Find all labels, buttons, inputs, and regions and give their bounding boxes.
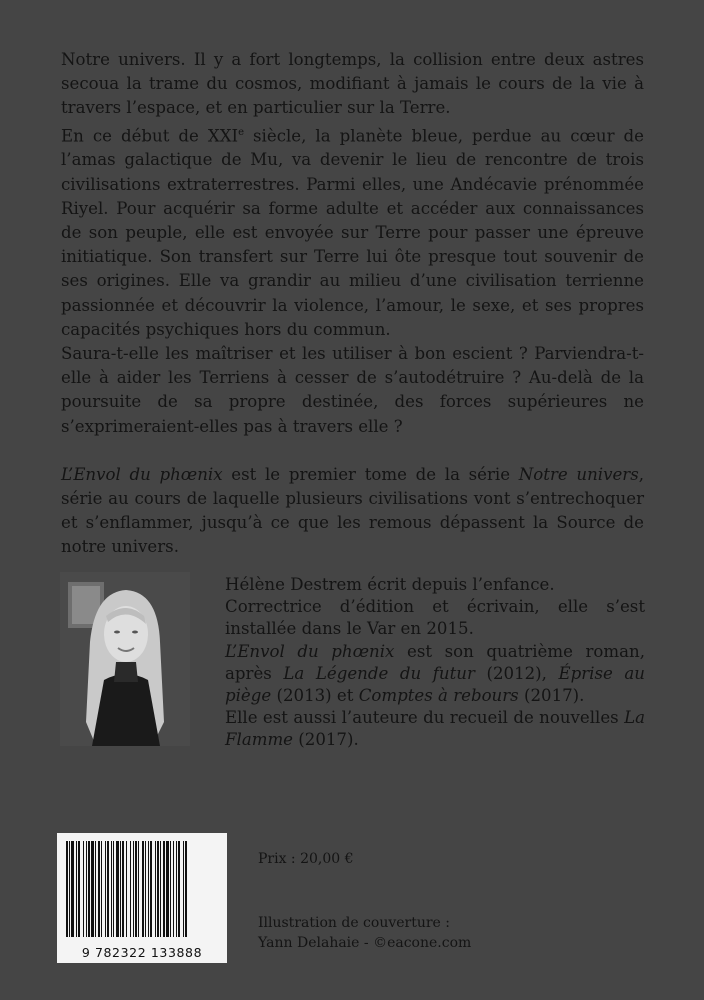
synopsis-paragraph-4 <box>61 463 644 560</box>
barcode-bar <box>120 841 121 937</box>
synopsis-p4-text-a: est le premier tome de la série <box>222 464 519 484</box>
barcode-bar <box>138 841 139 937</box>
barcode-bar <box>145 841 146 937</box>
isbn-barcode <box>57 833 227 963</box>
barcode-bar <box>111 841 112 937</box>
barcode-bar <box>130 841 131 937</box>
synopsis-paragraph-3: Saura-t-elle les maîtriser et les utiliser à bon escient ? Parviendra-t-elle à aider les Terriens à cesser de s’autodétruire ? Au-delà de la poursuite de sa propre destinée, des forces supérieures ne s’exprimeraient-elles pas à travers elle ? <box>61 343 644 436</box>
barcode-bars <box>66 841 218 937</box>
barcode-bar <box>148 841 149 937</box>
barcode-bar <box>69 841 70 937</box>
cover-credits-label: Illustration de couverture : <box>258 915 451 931</box>
barcode-bar <box>126 841 127 937</box>
author-bio-text: (2012), <box>474 663 559 683</box>
barcode-bar <box>166 841 169 937</box>
barcode-bar <box>88 841 90 937</box>
barcode-bar <box>122 841 124 937</box>
author-portrait-illustration <box>60 572 190 746</box>
barcode-bar <box>163 841 165 937</box>
barcode-bar <box>142 841 144 937</box>
barcode-bar <box>91 841 94 937</box>
barcode-bar <box>86 841 87 937</box>
author-biography <box>225 574 645 752</box>
author-photo <box>60 572 190 746</box>
synopsis-paragraph-2 <box>61 121 644 342</box>
author-bio-books <box>225 641 645 708</box>
barcode-bar <box>76 841 77 937</box>
author-bio-text: (2013) et <box>271 686 359 706</box>
barcode-bar <box>98 841 100 937</box>
synopsis-p2-start: En ce début de XXI <box>61 126 239 146</box>
barcode-bar <box>173 841 174 937</box>
barcode-bar <box>135 841 137 937</box>
author-bio-collection <box>225 707 645 751</box>
barcode-bar <box>116 841 119 937</box>
barcode-bar <box>176 841 177 937</box>
barcode-bar <box>66 841 68 937</box>
author-bio-line-1: Hélène Destrem écrit depuis l’enfance. <box>225 575 555 594</box>
barcode-bar <box>71 841 74 937</box>
barcode-bar <box>105 841 106 937</box>
author-bio-text: Elle est aussi l’auteure du recueil de nouvelles <box>225 708 625 728</box>
book-title: Comptes à rebours <box>358 686 519 706</box>
barcode-bar <box>107 841 109 937</box>
book-title: La Légende du futur <box>283 663 475 683</box>
barcode-bar <box>170 841 171 937</box>
book-title: L’Envol du phœnix <box>61 464 223 484</box>
author-bio-text: (2017). <box>293 730 359 750</box>
author-bio-text: (2017). <box>518 686 585 706</box>
barcode-bar <box>95 841 96 937</box>
barcode-bar <box>185 841 187 937</box>
barcode-digits: 9 782322 133888 <box>81 945 203 960</box>
cover-credits <box>258 913 471 953</box>
synopsis-p2-rest: siècle, la planète bleue, perdue au cœur de l’amas galactique de Mu, va devenir le lieu de rencontre de trois civilisations extraterrestres. Parmi elles, une Andécavie prénommée Riyel. Pour acquérir sa forme adulte et accéder aux connaissances de son peuple, elle est envoyée sur Terre pour passer une épreuve initiatique. Son transfert sur Terre lui ôte presque tout souvenir de ses origines. Elle va grandir au milieu d’une civilisation terrienne passionnée et découvrir la violence, l’amour, le sexe, et ses propres capacités psychiques hors du commun. <box>61 126 644 339</box>
author-bio-text: est son quatrième roman, après <box>225 641 646 683</box>
synopsis-p4-text-b: , série au cours de laquelle plusieurs civilisations vont s’entrechoquer et s’enflammer, jusqu’à ce que les remous dépassent la Source de notre univers. <box>61 464 645 557</box>
barcode-bar <box>160 841 161 937</box>
barcode-bar <box>150 841 152 937</box>
book-title: La Flamme <box>225 708 645 750</box>
cover-credits-value: Yann Delahaie - ©eacone.com <box>258 935 472 951</box>
barcode-bar <box>157 841 159 937</box>
barcode-bar <box>183 841 184 937</box>
synopsis-paragraph-1: Notre univers. Il y a fort longtemps, la collision entre deux astres secoua la trame du cosmos, modifiant à jamais le cours de la vie à travers l’espace, et en particulier sur la Terre. <box>61 50 644 118</box>
barcode-bar <box>78 841 80 937</box>
author-bio-line-2: Correctrice d’édition et écrivain, elle s’est installée dans le Var en 2015. <box>225 597 645 639</box>
back-cover-synopsis <box>61 48 644 560</box>
barcode-bar <box>155 841 156 937</box>
barcode-bar <box>83 841 84 937</box>
barcode-bar <box>113 841 114 937</box>
book-title: L’Envol du phœnix <box>225 641 395 661</box>
barcode-bar <box>178 841 180 937</box>
barcode-bar <box>133 841 134 937</box>
century-superscript: e <box>238 126 245 138</box>
barcode-bar <box>101 841 102 937</box>
book-title: Éprise au piège <box>225 663 645 706</box>
series-title: Notre univers <box>518 464 639 484</box>
price-label: Prix : 20,00 € <box>258 851 354 867</box>
